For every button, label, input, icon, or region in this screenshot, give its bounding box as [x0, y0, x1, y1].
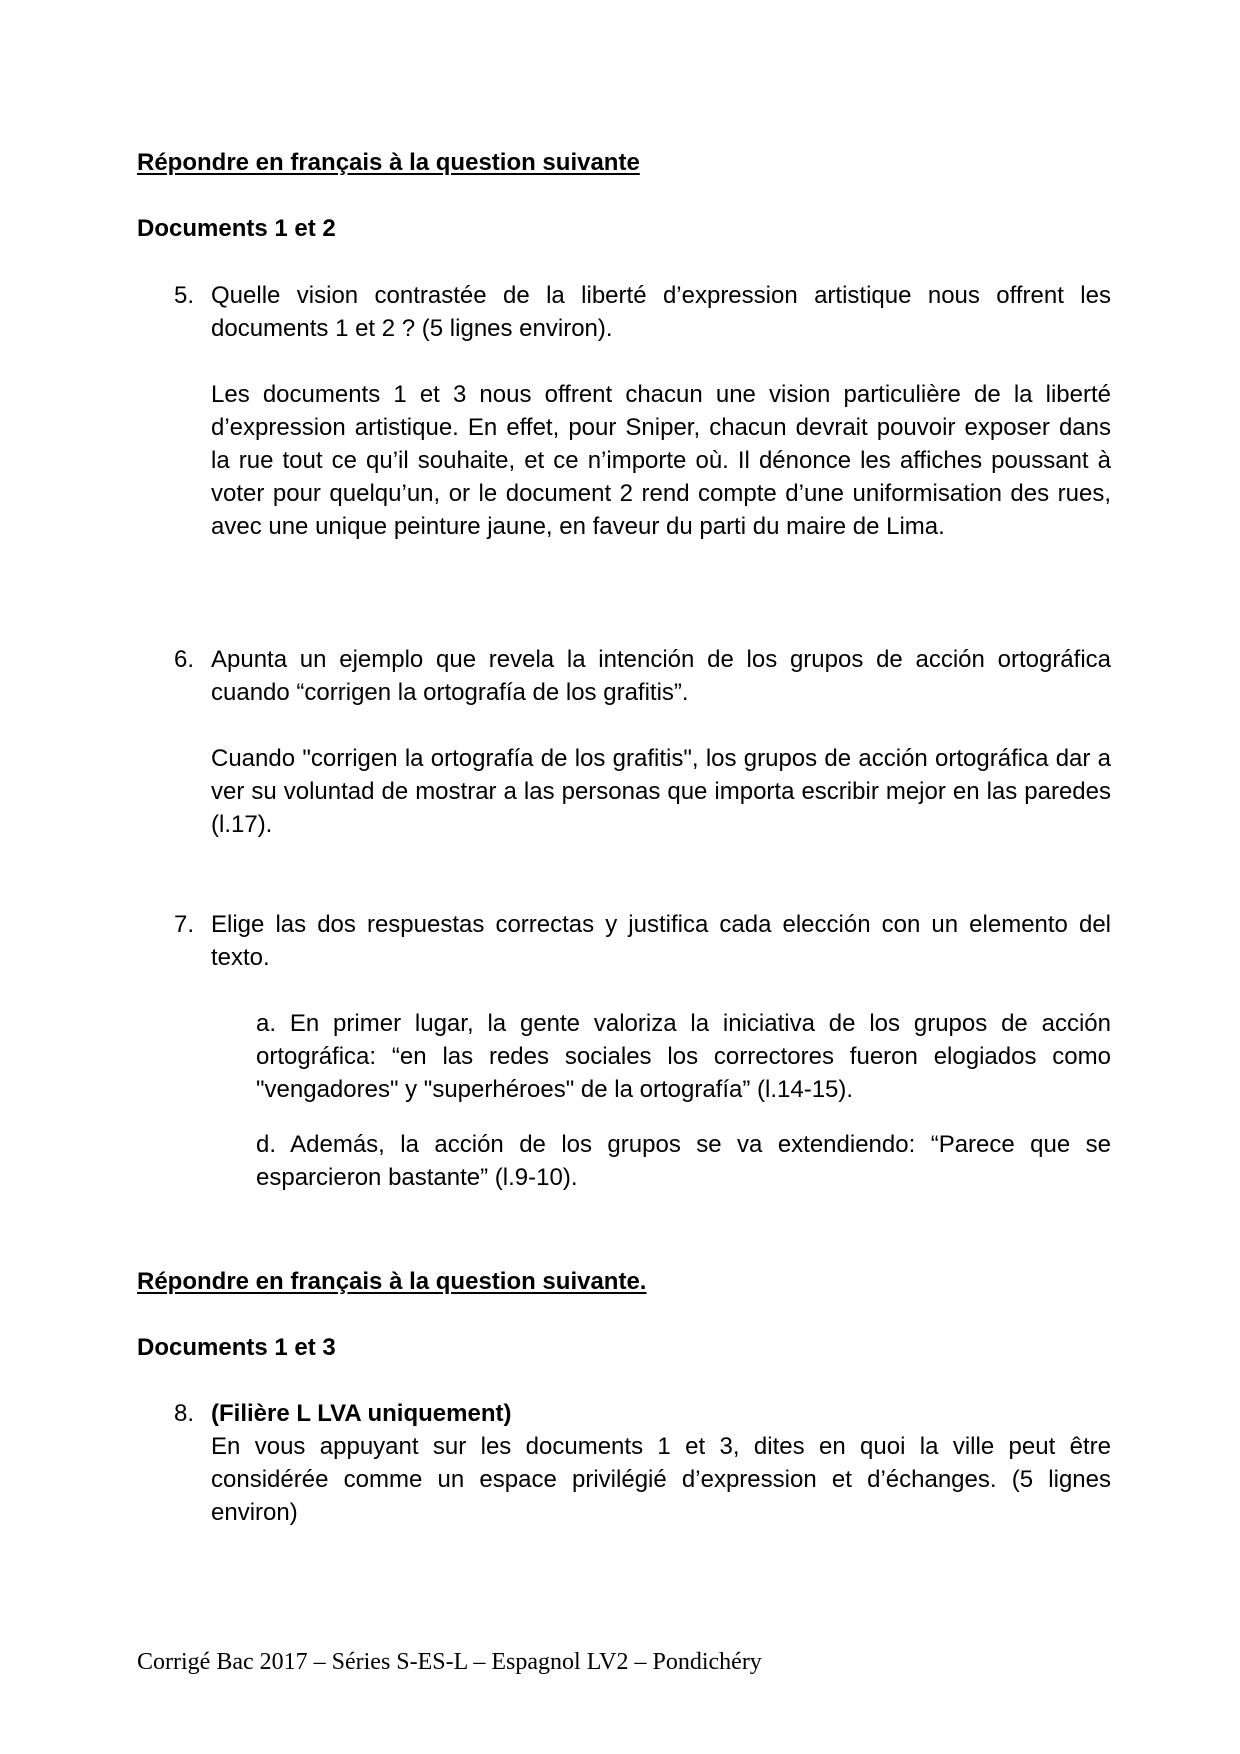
question-6-number: 6. [174, 646, 195, 673]
question-8-text: En vous appuyant sur les documents 1 et 3, dites en quoi la ville peut être considérée comme un espace privilégié d’expression et d’échanges. (5 lignes environ) [211, 1433, 1111, 1526]
question-6-answer: Cuando "corrigen la ortografía de los grafitis", los grupos de acción ortográfica dar a ver su voluntad de mostrar a las personas que importa escribir mejor en las paredes (l.17). [211, 745, 1111, 838]
section-instruction-1: Répondre en français à la question suivante [137, 149, 640, 176]
page-footer: Corrigé Bac 2017 – Séries S-ES-L – Espagnol LV2 – Pondichéry [137, 1649, 762, 1675]
question-5-answer: Les documents 1 et 3 nous offrent chacun une vision particulière de la liberté d’expression artistique. En effet, pour Sniper, chacun devrait pouvoir exposer dans la rue tout ce qu’il souhaite, et ce n’importe où. Il dénonce les affiches poussant à voter pour quelqu’un, or le document 2 rend compte d’une uniformisation des rues, avec une unique peinture jaune, en faveur du parti du maire de Lima. [211, 381, 1111, 540]
question-7-answer-a: a. En primer lugar, la gente valoriza la iniciativa de los grupos de acción ortográfica: “en las redes sociales los correctores fueron elogiados como "vengadores" y "superhéroes" de la ortografía” (l.14-15). [256, 1010, 1111, 1103]
question-6-text: Apunta un ejemplo que revela la intención de los grupos de acción ortográfica cuando “corrigen la ortografía de los grafitis”. [211, 646, 1111, 706]
question-8-number: 8. [174, 1400, 195, 1427]
section-documents-1: Documents 1 et 2 [137, 215, 336, 242]
question-5-number: 5. [174, 282, 195, 309]
question-7-number: 7. [174, 911, 195, 938]
section-documents-2: Documents 1 et 3 [137, 1334, 336, 1361]
question-7-answer-d: d. Además, la acción de los grupos se va extendiendo: “Parece que se esparcieron bastante” (l.9-10). [256, 1131, 1111, 1191]
section-instruction-2: Répondre en français à la question suivante. [137, 1268, 647, 1295]
question-7-text: Elige las dos respuestas correctas y justifica cada elección con un elemento del texto. [211, 911, 1111, 971]
question-5-text: Quelle vision contrastée de la liberté d’expression artistique nous offrent les documents 1 et 2 ? (5 lignes environ). [211, 282, 1111, 342]
question-8-label: (Filière L LVA uniquement) [211, 1400, 512, 1427]
